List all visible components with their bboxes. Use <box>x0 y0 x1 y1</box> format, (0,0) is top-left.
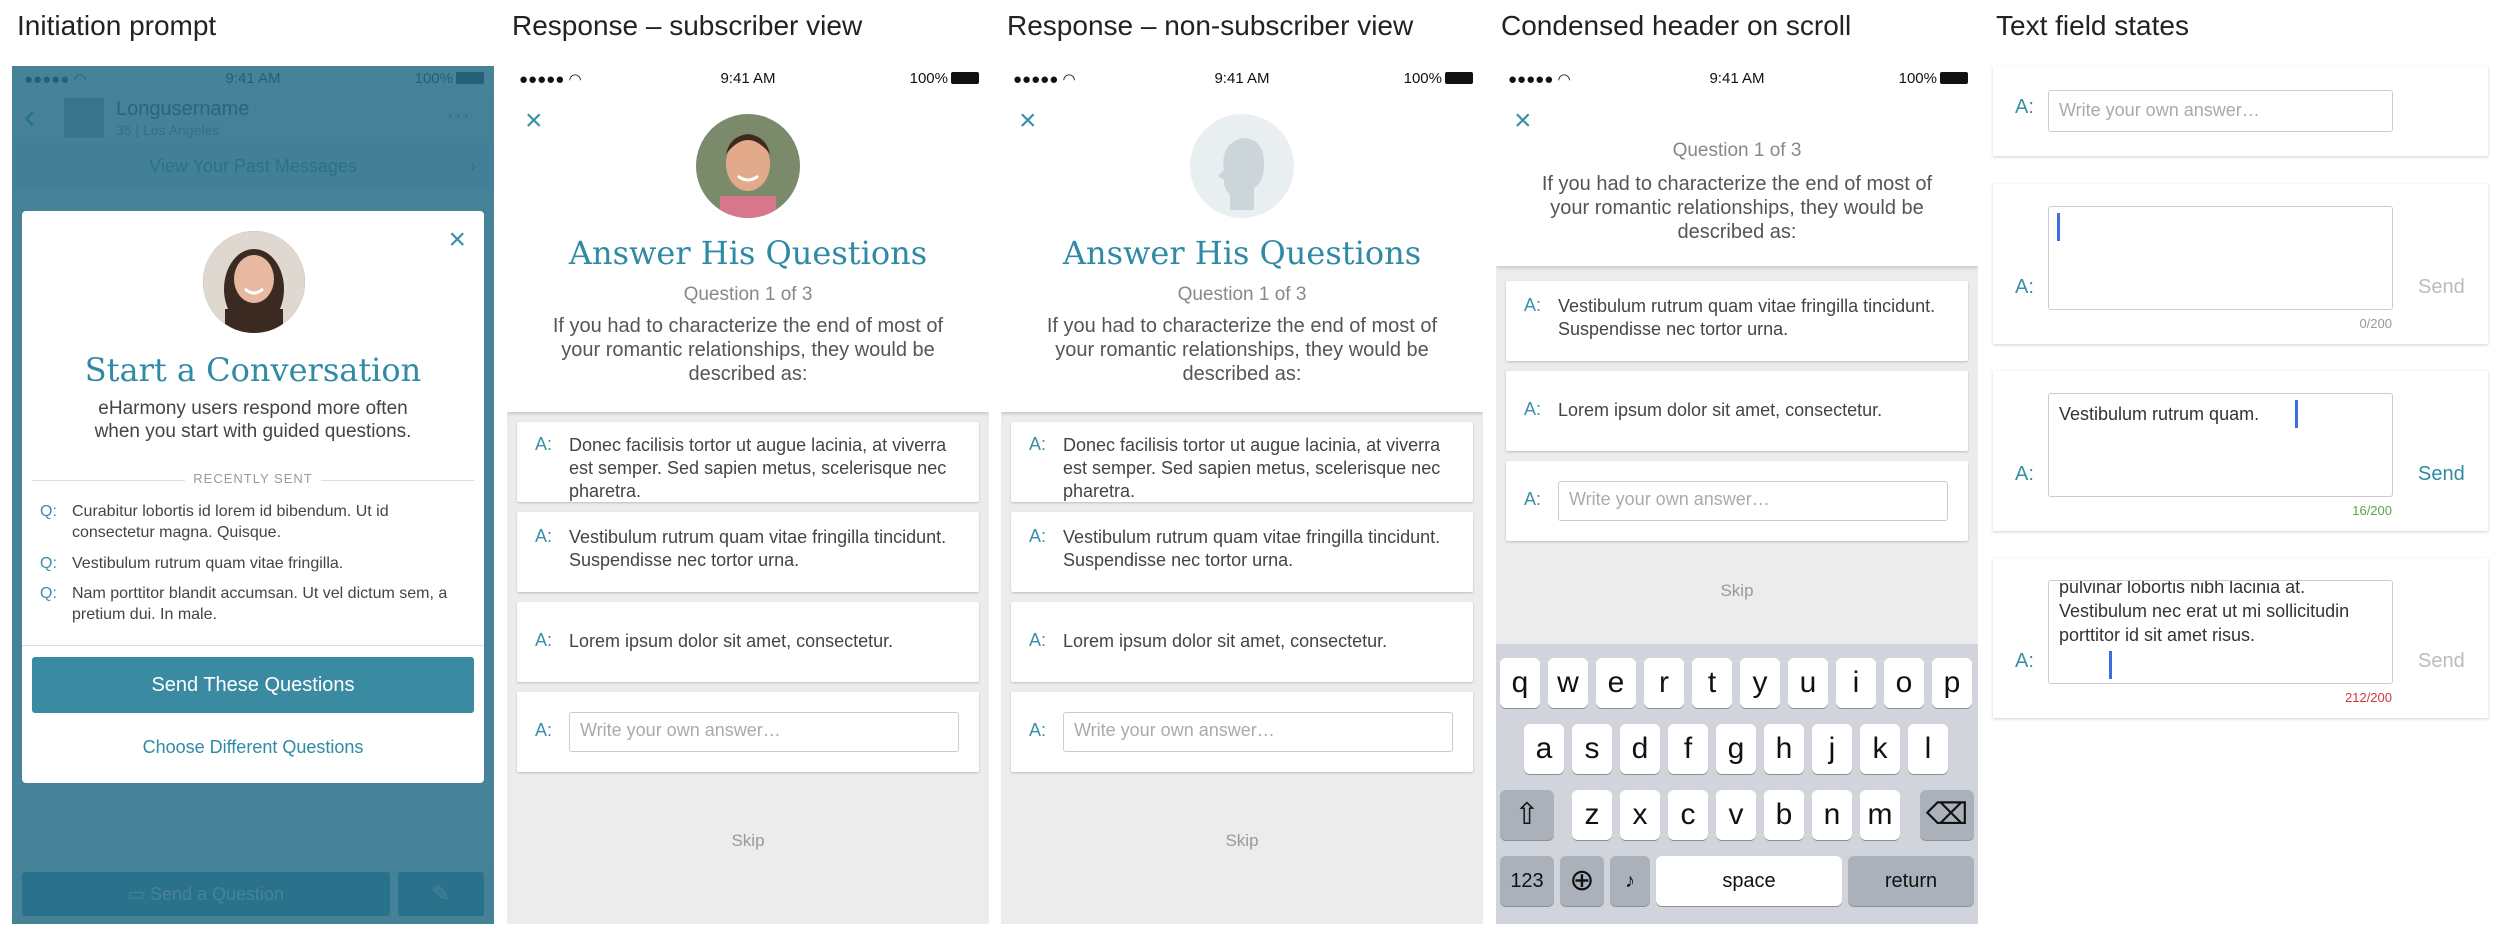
key-e[interactable]: e <box>1596 658 1636 708</box>
close-icon[interactable]: × <box>1019 104 1037 137</box>
silhouette-avatar-icon <box>1190 114 1294 218</box>
answer-input[interactable]: pulvinar lobortis nibh lacinia at. Vestibulum nec erat ut mi sollicitudin porttitor id sit amet risus. <box>2048 580 2393 684</box>
key-o[interactable]: o <box>1884 658 1924 708</box>
status-bar: ●●●●● ◠ 9:41 AM 100% <box>1496 66 1978 92</box>
char-count: 212/200 <box>2345 690 2392 705</box>
status-bar: ●●●●● ◠ 9:41 AM 100% <box>507 66 989 92</box>
question-counter: Question 1 of 3 <box>1672 140 1802 161</box>
answer-option[interactable]: A: Donec facilisis tortor ut augue lacinia, at viverra est semper. Sed sapien metus, scelerisque nec pharetra. <box>1011 422 1473 502</box>
custom-answer-card: A: Write your own answer… <box>1011 692 1473 772</box>
field-state-focused: A: Send 0/200 <box>1993 184 2488 344</box>
shift-key-icon[interactable]: ⇧ <box>1500 790 1554 840</box>
response-title: Answer His Questions <box>1062 234 1422 272</box>
field-state-empty: A: Write your own answer… <box>1993 66 2488 156</box>
answer-option[interactable]: A: Lorem ipsum dolor sit amet, consectetur. <box>1506 371 1968 451</box>
key-q[interactable]: q <box>1500 658 1540 708</box>
answer-option[interactable]: A: Vestibulum rutrum quam vitae fringilla tincidunt. Suspendisse nec tortor urna. <box>517 512 979 592</box>
answer-option[interactable]: A: Vestibulum rutrum quam vitae fringilla tincidunt. Suspendisse nec tortor urna. <box>1011 512 1473 592</box>
key-j[interactable]: j <box>1812 724 1852 774</box>
battery-icon: 100% <box>1899 70 1968 87</box>
signal-icon: ●●●●● ◠ <box>1013 71 1076 88</box>
close-icon[interactable]: × <box>448 223 466 256</box>
panel-title-subscriber: Response – subscriber view <box>512 10 863 41</box>
panel-title-condensed: Condensed header on scroll <box>1501 10 1852 41</box>
skip-button[interactable]: Skip <box>1225 831 1259 850</box>
key-z[interactable]: z <box>1572 790 1612 840</box>
key-r[interactable]: r <box>1644 658 1684 708</box>
skip-button[interactable]: Skip <box>731 831 765 850</box>
return-key[interactable]: return <box>1848 856 1974 906</box>
key-g[interactable]: g <box>1716 724 1756 774</box>
recent-question[interactable]: Q: Vestibulum rutrum quam vitae fringilla. <box>40 555 344 572</box>
send-button[interactable]: Send <box>2418 276 2465 298</box>
key-f[interactable]: f <box>1668 724 1708 774</box>
key-d[interactable]: d <box>1620 724 1660 774</box>
condensed-header <box>1496 66 1978 266</box>
custom-answer-input[interactable]: Write your own answer… <box>1063 712 1453 752</box>
mic-glyph: ♪ <box>1625 870 1635 892</box>
response-title: Answer His Questions <box>568 234 928 272</box>
question-text: If you had to characterize the end of most of your romantic relationships, they would be described as: <box>552 315 944 385</box>
key-t[interactable]: t <box>1692 658 1732 708</box>
custom-answer-input[interactable]: Write your own answer… <box>569 712 959 752</box>
answer-input[interactable] <box>2048 206 2393 310</box>
globe-key-icon[interactable]: ⊕ <box>1560 856 1604 906</box>
close-icon[interactable]: × <box>525 104 543 137</box>
send-button[interactable]: Send <box>2418 463 2465 485</box>
backspace-key-icon[interactable]: ⌫ <box>1920 790 1974 840</box>
answer-option[interactable]: A: Lorem ipsum dolor sit amet, consectetur. <box>517 602 979 682</box>
signal-icon: ●●●●● ◠ <box>1508 71 1571 88</box>
answer-input[interactable]: Write your own answer… <box>2048 90 2393 132</box>
numbers-key[interactable]: 123 <box>1500 856 1554 906</box>
key-a[interactable]: a <box>1524 724 1564 774</box>
question-text: If you had to characterize the end of most of your romantic relationships, they would be described as: <box>1541 173 1933 243</box>
key-l[interactable]: l <box>1908 724 1948 774</box>
recent-question[interactable]: Q: Curabitur lobortis id lorem id bibendum. Ut id consectetur magna. Quisque. <box>40 503 389 541</box>
profile-photo <box>203 231 305 333</box>
answer-input[interactable]: Vestibulum rutrum quam. <box>2048 393 2393 497</box>
question-text: If you had to characterize the end of most of your romantic relationships, they would be described as: <box>1046 315 1438 385</box>
keyboard <box>1496 644 1978 924</box>
text-cursor <box>2109 651 2112 679</box>
question-header <box>1001 66 1483 412</box>
char-count: 16/200 <box>2352 503 2392 518</box>
custom-answer-card: A: Write your own answer… <box>1506 461 1968 541</box>
panel-title-non-subscriber: Response – non-subscriber view <box>1007 10 1414 41</box>
panel-title-initiation: Initiation prompt <box>17 10 217 41</box>
question-header <box>507 66 989 412</box>
char-count: 0/200 <box>2359 316 2392 331</box>
answer-option[interactable]: A: Vestibulum rutrum quam vitae fringilla tincidunt. Suspendisse nec tortor urna. <box>1506 281 1968 361</box>
recent-question[interactable]: Q: Nam porttitor blandit accumsan. Ut vel dictum sem, a pretium dui. In male. <box>40 585 448 623</box>
close-icon[interactable]: × <box>1514 104 1532 137</box>
panel-title-text-states: Text field states <box>1996 10 2189 41</box>
key-u[interactable]: u <box>1788 658 1828 708</box>
custom-answer-card: A: Write your own answer… <box>517 692 979 772</box>
key-w[interactable]: w <box>1548 658 1588 708</box>
field-state-typing: A: Vestibulum rutrum quam. Send 16/200 <box>1993 371 2488 531</box>
key-k[interactable]: k <box>1860 724 1900 774</box>
text-cursor <box>2295 400 2298 428</box>
choose-different-questions-link[interactable]: Choose Different Questions <box>142 737 364 757</box>
microphone-key-icon[interactable] <box>1610 856 1650 906</box>
start-conversation-modal <box>22 211 484 783</box>
recently-sent-label: RECENTLY SENT <box>22 471 484 486</box>
skip-button[interactable]: Skip <box>1720 581 1754 600</box>
signal-icon: ●●●●● ◠ <box>519 71 582 88</box>
phone-subscriber <box>507 66 989 924</box>
send-these-questions-button[interactable]: Send These Questions <box>32 657 474 713</box>
key-p[interactable]: p <box>1932 658 1972 708</box>
battery-icon: 100% <box>1404 70 1473 87</box>
modal-description: eHarmony users respond more often when you start with guided questions. <box>94 398 412 442</box>
key-v[interactable]: v <box>1716 790 1756 840</box>
key-x[interactable]: x <box>1620 790 1660 840</box>
text-cursor <box>2057 213 2060 241</box>
key-b[interactable]: b <box>1764 790 1804 840</box>
answer-option[interactable]: A: Donec facilisis tortor ut augue lacinia, at viverra est semper. Sed sapien metus, scelerisque nec pharetra. <box>517 422 979 502</box>
key-i[interactable]: i <box>1836 658 1876 708</box>
phone-non-subscriber <box>1001 66 1483 924</box>
key-m[interactable]: m <box>1860 790 1900 840</box>
question-counter: Question 1 of 3 <box>683 284 813 305</box>
text-field-states <box>1993 66 2493 926</box>
phone-initiation <box>12 66 494 924</box>
field-state-over-limit: A: pulvinar lobortis nibh lacinia at. Vestibulum nec erat ut mi sollicitudin porttitor id sit amet risus. Send 212/200 <box>1993 558 2488 718</box>
space-key[interactable]: space <box>1656 856 1842 906</box>
custom-answer-input[interactable]: Write your own answer… <box>1558 481 1948 521</box>
status-bar: ●●●●● ◠ 9:41 AM 100% <box>1001 66 1483 92</box>
modal-title: Start a Conversation <box>84 351 422 389</box>
key-h[interactable]: h <box>1764 724 1804 774</box>
profile-photo <box>696 114 800 218</box>
phone-condensed <box>1496 66 1978 924</box>
answer-option[interactable]: A: Lorem ipsum dolor sit amet, consectetur. <box>1011 602 1473 682</box>
key-s[interactable]: s <box>1572 724 1612 774</box>
battery-icon: 100% <box>910 70 979 87</box>
key-c[interactable]: c <box>1668 790 1708 840</box>
send-button[interactable]: Send <box>2418 650 2465 672</box>
question-counter: Question 1 of 3 <box>1177 284 1307 305</box>
key-n[interactable]: n <box>1812 790 1852 840</box>
key-y[interactable]: y <box>1740 658 1780 708</box>
